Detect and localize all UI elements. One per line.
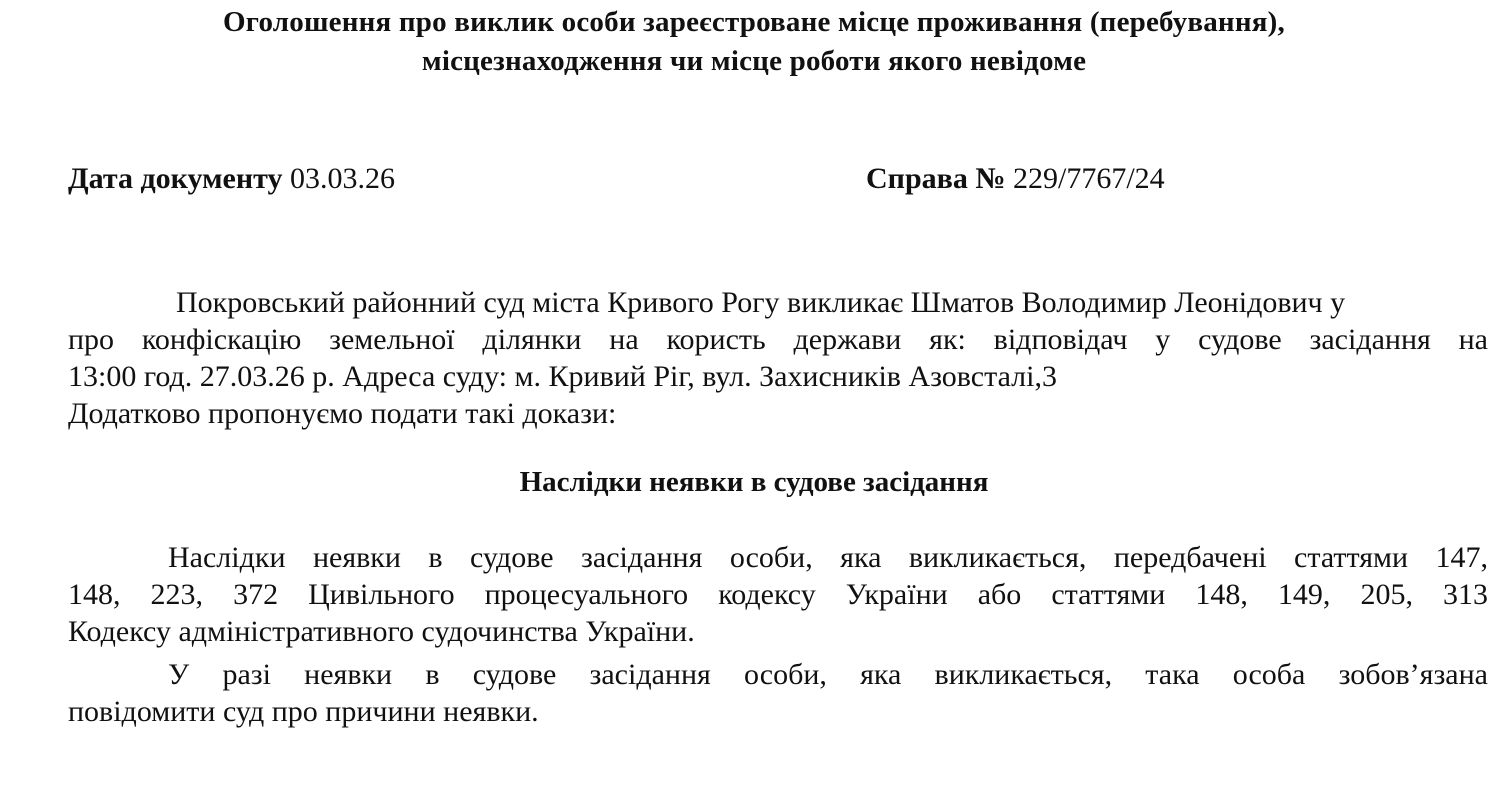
- consequences-paragraph-2: [68, 656, 1488, 730]
- summons-line-2: про конфіскацію земельної ділянки на користь держави як: відповідач у судове засідання на: [68, 323, 1488, 356]
- document-date-label: Дата документу: [68, 162, 283, 195]
- case-number-value: 229/7767/24: [1012, 162, 1165, 195]
- consequences-p2-line-2: повідомити суд про причини неявки.: [68, 695, 539, 728]
- summons-paragraph: [68, 284, 1488, 432]
- document-title-line-2: місцезнаходження чи місце роботи якого невідоме: [421, 45, 1087, 77]
- document-date: [68, 164, 395, 194]
- consequences-p2-line-1: У разі неявки в судове засідання особи, яка викликається, така особа зобов’язана: [168, 658, 1488, 691]
- document-title-line-1: Оголошення про виклик особи зареєстроване місце проживання (перебування),: [223, 6, 1285, 38]
- consequences-heading: Наслідки неявки в судове засідання: [519, 466, 989, 498]
- consequences-paragraph-1: [68, 539, 1488, 650]
- case-number-label: Справа №: [866, 162, 1006, 195]
- summons-line-1: Покровський районний суд міста Кривого Рогу викликає Шматов Володимир Леонідович у: [176, 286, 1346, 319]
- summons-line-4: Додатково пропонуємо подати такі докази:: [68, 397, 617, 430]
- consequences-p1-line-2: 148, 223, 372 Цивільного процесуального кодексу України або статтями 148, 149, 205, 313: [68, 578, 1488, 611]
- consequences-p1-line-1: Наслідки неявки в судове засідання особи, яка викликається, передбачені статтями 147,: [168, 541, 1488, 574]
- document-date-value: 03.03.26: [289, 162, 395, 195]
- summons-line-3: 13:00 год. 27.03.26 р. Адреса суду: м. Кривий Ріг, вул. Захисників Азовсталі,3: [68, 360, 1057, 393]
- consequences-p1-line-3: Кодексу адміністративного судочинства України.: [68, 615, 695, 648]
- case-number: [866, 164, 1165, 194]
